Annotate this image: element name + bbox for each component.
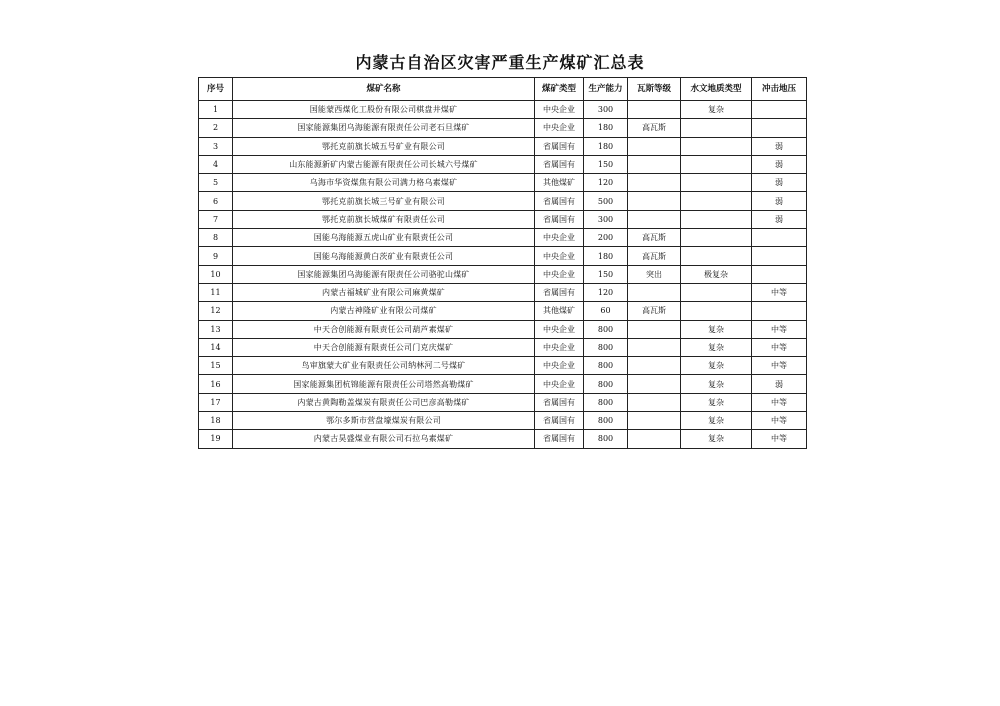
- cell-capacity: 800: [584, 375, 628, 393]
- cell-mine-name: 国能乌海能源黄白茨矿业有限责任公司: [233, 247, 535, 265]
- cell-hydrogeology-type: [681, 283, 752, 301]
- table-row: [199, 338, 807, 356]
- cell-mine-name: 鄂尔多斯市营盘壕煤炭有限公司: [233, 412, 535, 430]
- cell-mine-type: 中央企业: [535, 375, 584, 393]
- cell-index: 3: [199, 137, 233, 155]
- cell-mine-type: 中央企业: [535, 265, 584, 283]
- cell-rock-burst: 中等: [752, 320, 807, 338]
- cell-mine-name: 内蒙古神隆矿业有限公司煤矿: [233, 302, 535, 320]
- cell-mine-type: 省属国有: [535, 430, 584, 448]
- cell-rock-burst: [752, 247, 807, 265]
- table-row: [199, 393, 807, 411]
- cell-index: 6: [199, 192, 233, 210]
- cell-rock-burst: [752, 101, 807, 119]
- cell-mine-type: 其他煤矿: [535, 174, 584, 192]
- cell-hydrogeology-type: 复杂: [681, 338, 752, 356]
- table-row: [199, 174, 807, 192]
- cell-rock-burst: [752, 119, 807, 137]
- cell-mine-name: 鄂托克前旗长城五号矿业有限公司: [233, 137, 535, 155]
- table-row: [199, 155, 807, 173]
- cell-rock-burst: 中等: [752, 412, 807, 430]
- cell-gas-level: [628, 174, 681, 192]
- cell-capacity: 800: [584, 430, 628, 448]
- cell-index: 13: [199, 320, 233, 338]
- cell-capacity: 800: [584, 412, 628, 430]
- cell-mine-type: 省属国有: [535, 192, 584, 210]
- cell-hydrogeology-type: 复杂: [681, 101, 752, 119]
- header-hydrogeology-type: 水文地质类型: [681, 78, 752, 101]
- cell-index: 4: [199, 155, 233, 173]
- cell-gas-level: [628, 101, 681, 119]
- table-row: [199, 229, 807, 247]
- table-row: [199, 283, 807, 301]
- cell-hydrogeology-type: [681, 155, 752, 173]
- cell-hydrogeology-type: 极复杂: [681, 265, 752, 283]
- cell-hydrogeology-type: [681, 137, 752, 155]
- cell-gas-level: [628, 338, 681, 356]
- cell-index: 18: [199, 412, 233, 430]
- header-rock-burst: 冲击地压: [752, 78, 807, 101]
- table-row: [199, 412, 807, 430]
- cell-capacity: 120: [584, 283, 628, 301]
- cell-mine-type: 省属国有: [535, 137, 584, 155]
- coal-mine-summary-table: [198, 77, 807, 449]
- table-row: [199, 247, 807, 265]
- cell-mine-type: 中央企业: [535, 229, 584, 247]
- cell-index: 8: [199, 229, 233, 247]
- cell-index: 1: [199, 101, 233, 119]
- cell-index: 17: [199, 393, 233, 411]
- header-capacity: 生产能力: [584, 78, 628, 101]
- table-row: [199, 375, 807, 393]
- cell-hydrogeology-type: [681, 119, 752, 137]
- cell-gas-level: 高瓦斯: [628, 119, 681, 137]
- cell-mine-name: 山东能源新矿内蒙古能源有限责任公司长城六号煤矿: [233, 155, 535, 173]
- table-header-row: [199, 78, 807, 101]
- cell-rock-burst: 中等: [752, 357, 807, 375]
- cell-index: 19: [199, 430, 233, 448]
- cell-hydrogeology-type: 复杂: [681, 320, 752, 338]
- cell-rock-burst: 中等: [752, 283, 807, 301]
- cell-gas-level: [628, 393, 681, 411]
- cell-hydrogeology-type: [681, 229, 752, 247]
- cell-gas-level: [628, 155, 681, 173]
- cell-gas-level: [628, 320, 681, 338]
- cell-capacity: 800: [584, 393, 628, 411]
- cell-mine-name: 内蒙古昊盛煤业有限公司石拉乌素煤矿: [233, 430, 535, 448]
- cell-rock-burst: 弱: [752, 137, 807, 155]
- cell-mine-name: 中天合创能源有限责任公司葫芦素煤矿: [233, 320, 535, 338]
- cell-hydrogeology-type: [681, 247, 752, 265]
- cell-index: 2: [199, 119, 233, 137]
- cell-mine-name: 国能乌海能源五虎山矿业有限责任公司: [233, 229, 535, 247]
- table-row: [199, 302, 807, 320]
- cell-hydrogeology-type: 复杂: [681, 393, 752, 411]
- table-row: [199, 192, 807, 210]
- header-gas-level: 瓦斯等级: [628, 78, 681, 101]
- cell-capacity: 60: [584, 302, 628, 320]
- cell-hydrogeology-type: [681, 210, 752, 228]
- cell-capacity: 180: [584, 119, 628, 137]
- cell-capacity: 120: [584, 174, 628, 192]
- header-mine-name: 煤矿名称: [233, 78, 535, 101]
- cell-mine-type: 其他煤矿: [535, 302, 584, 320]
- cell-mine-name: 国家能源集团杭锦能源有限责任公司塔然高勒煤矿: [233, 375, 535, 393]
- cell-mine-type: 省属国有: [535, 155, 584, 173]
- cell-mine-name: 鄂托克前旗长城煤矿有限责任公司: [233, 210, 535, 228]
- cell-index: 9: [199, 247, 233, 265]
- table-row: [199, 137, 807, 155]
- cell-gas-level: 高瓦斯: [628, 229, 681, 247]
- table-row: [199, 357, 807, 375]
- table-row: [199, 320, 807, 338]
- table-body: [199, 101, 807, 449]
- cell-mine-name: 内蒙古福城矿业有限公司麻黄煤矿: [233, 283, 535, 301]
- page-title: 内蒙古自治区灾害严重生产煤矿汇总表: [355, 53, 645, 72]
- cell-capacity: 300: [584, 210, 628, 228]
- cell-rock-burst: 弱: [752, 155, 807, 173]
- cell-mine-type: 省属国有: [535, 412, 584, 430]
- table-row: [199, 430, 807, 448]
- cell-capacity: 150: [584, 155, 628, 173]
- cell-capacity: 800: [584, 338, 628, 356]
- cell-gas-level: 高瓦斯: [628, 247, 681, 265]
- cell-gas-level: [628, 210, 681, 228]
- cell-index: 7: [199, 210, 233, 228]
- cell-mine-name: 国家能源集团乌海能源有限责任公司老石旦煤矿: [233, 119, 535, 137]
- cell-rock-burst: [752, 265, 807, 283]
- cell-mine-type: 省属国有: [535, 393, 584, 411]
- cell-index: 16: [199, 375, 233, 393]
- cell-gas-level: [628, 137, 681, 155]
- cell-mine-type: 中央企业: [535, 119, 584, 137]
- cell-capacity: 180: [584, 137, 628, 155]
- cell-gas-level: [628, 357, 681, 375]
- cell-index: 5: [199, 174, 233, 192]
- cell-gas-level: [628, 283, 681, 301]
- cell-mine-name: 鸟审旗蒙大矿业有限责任公司纳林河二号煤矿: [233, 357, 535, 375]
- cell-hydrogeology-type: 复杂: [681, 430, 752, 448]
- cell-gas-level: [628, 412, 681, 430]
- cell-mine-type: 省属国有: [535, 283, 584, 301]
- header-mine-type: 煤矿类型: [535, 78, 584, 101]
- cell-rock-burst: 弱: [752, 210, 807, 228]
- cell-rock-burst: [752, 302, 807, 320]
- cell-index: 10: [199, 265, 233, 283]
- table-row: [199, 210, 807, 228]
- cell-mine-type: 中央企业: [535, 338, 584, 356]
- cell-index: 14: [199, 338, 233, 356]
- cell-rock-burst: 中等: [752, 393, 807, 411]
- cell-capacity: 200: [584, 229, 628, 247]
- cell-index: 12: [199, 302, 233, 320]
- cell-hydrogeology-type: [681, 302, 752, 320]
- cell-rock-burst: [752, 229, 807, 247]
- cell-mine-name: 内蒙古黄陶勒盖煤炭有限责任公司巴彦高勒煤矿: [233, 393, 535, 411]
- header-index: 序号: [199, 78, 233, 101]
- table-row: [199, 101, 807, 119]
- cell-rock-burst: 中等: [752, 338, 807, 356]
- cell-capacity: 180: [584, 247, 628, 265]
- cell-index: 11: [199, 283, 233, 301]
- cell-mine-name: 国能蒙西煤化工股份有限公司棋盘井煤矿: [233, 101, 535, 119]
- cell-mine-name: 国家能源集团乌海能源有限责任公司骆驼山煤矿: [233, 265, 535, 283]
- cell-rock-burst: 弱: [752, 192, 807, 210]
- cell-hydrogeology-type: 复杂: [681, 412, 752, 430]
- cell-hydrogeology-type: [681, 192, 752, 210]
- cell-hydrogeology-type: 复杂: [681, 357, 752, 375]
- cell-hydrogeology-type: [681, 174, 752, 192]
- cell-hydrogeology-type: 复杂: [681, 375, 752, 393]
- cell-mine-name: 乌海市华资煤焦有限公司满力格乌素煤矿: [233, 174, 535, 192]
- table-row: [199, 119, 807, 137]
- cell-rock-burst: 弱: [752, 174, 807, 192]
- cell-mine-type: 省属国有: [535, 210, 584, 228]
- cell-capacity: 150: [584, 265, 628, 283]
- cell-mine-name: 鄂托克前旗长城三号矿业有限公司: [233, 192, 535, 210]
- cell-capacity: 800: [584, 320, 628, 338]
- table-row: [199, 265, 807, 283]
- cell-mine-type: 中央企业: [535, 357, 584, 375]
- cell-capacity: 300: [584, 101, 628, 119]
- cell-gas-level: [628, 375, 681, 393]
- cell-gas-level: [628, 430, 681, 448]
- cell-gas-level: [628, 192, 681, 210]
- cell-mine-name: 中天合创能源有限责任公司门克庆煤矿: [233, 338, 535, 356]
- cell-gas-level: 突出: [628, 265, 681, 283]
- cell-capacity: 500: [584, 192, 628, 210]
- cell-gas-level: 高瓦斯: [628, 302, 681, 320]
- cell-mine-type: 中央企业: [535, 247, 584, 265]
- cell-mine-type: 中央企业: [535, 101, 584, 119]
- cell-capacity: 800: [584, 357, 628, 375]
- cell-mine-type: 中央企业: [535, 320, 584, 338]
- cell-rock-burst: 中等: [752, 430, 807, 448]
- cell-index: 15: [199, 357, 233, 375]
- cell-rock-burst: 弱: [752, 375, 807, 393]
